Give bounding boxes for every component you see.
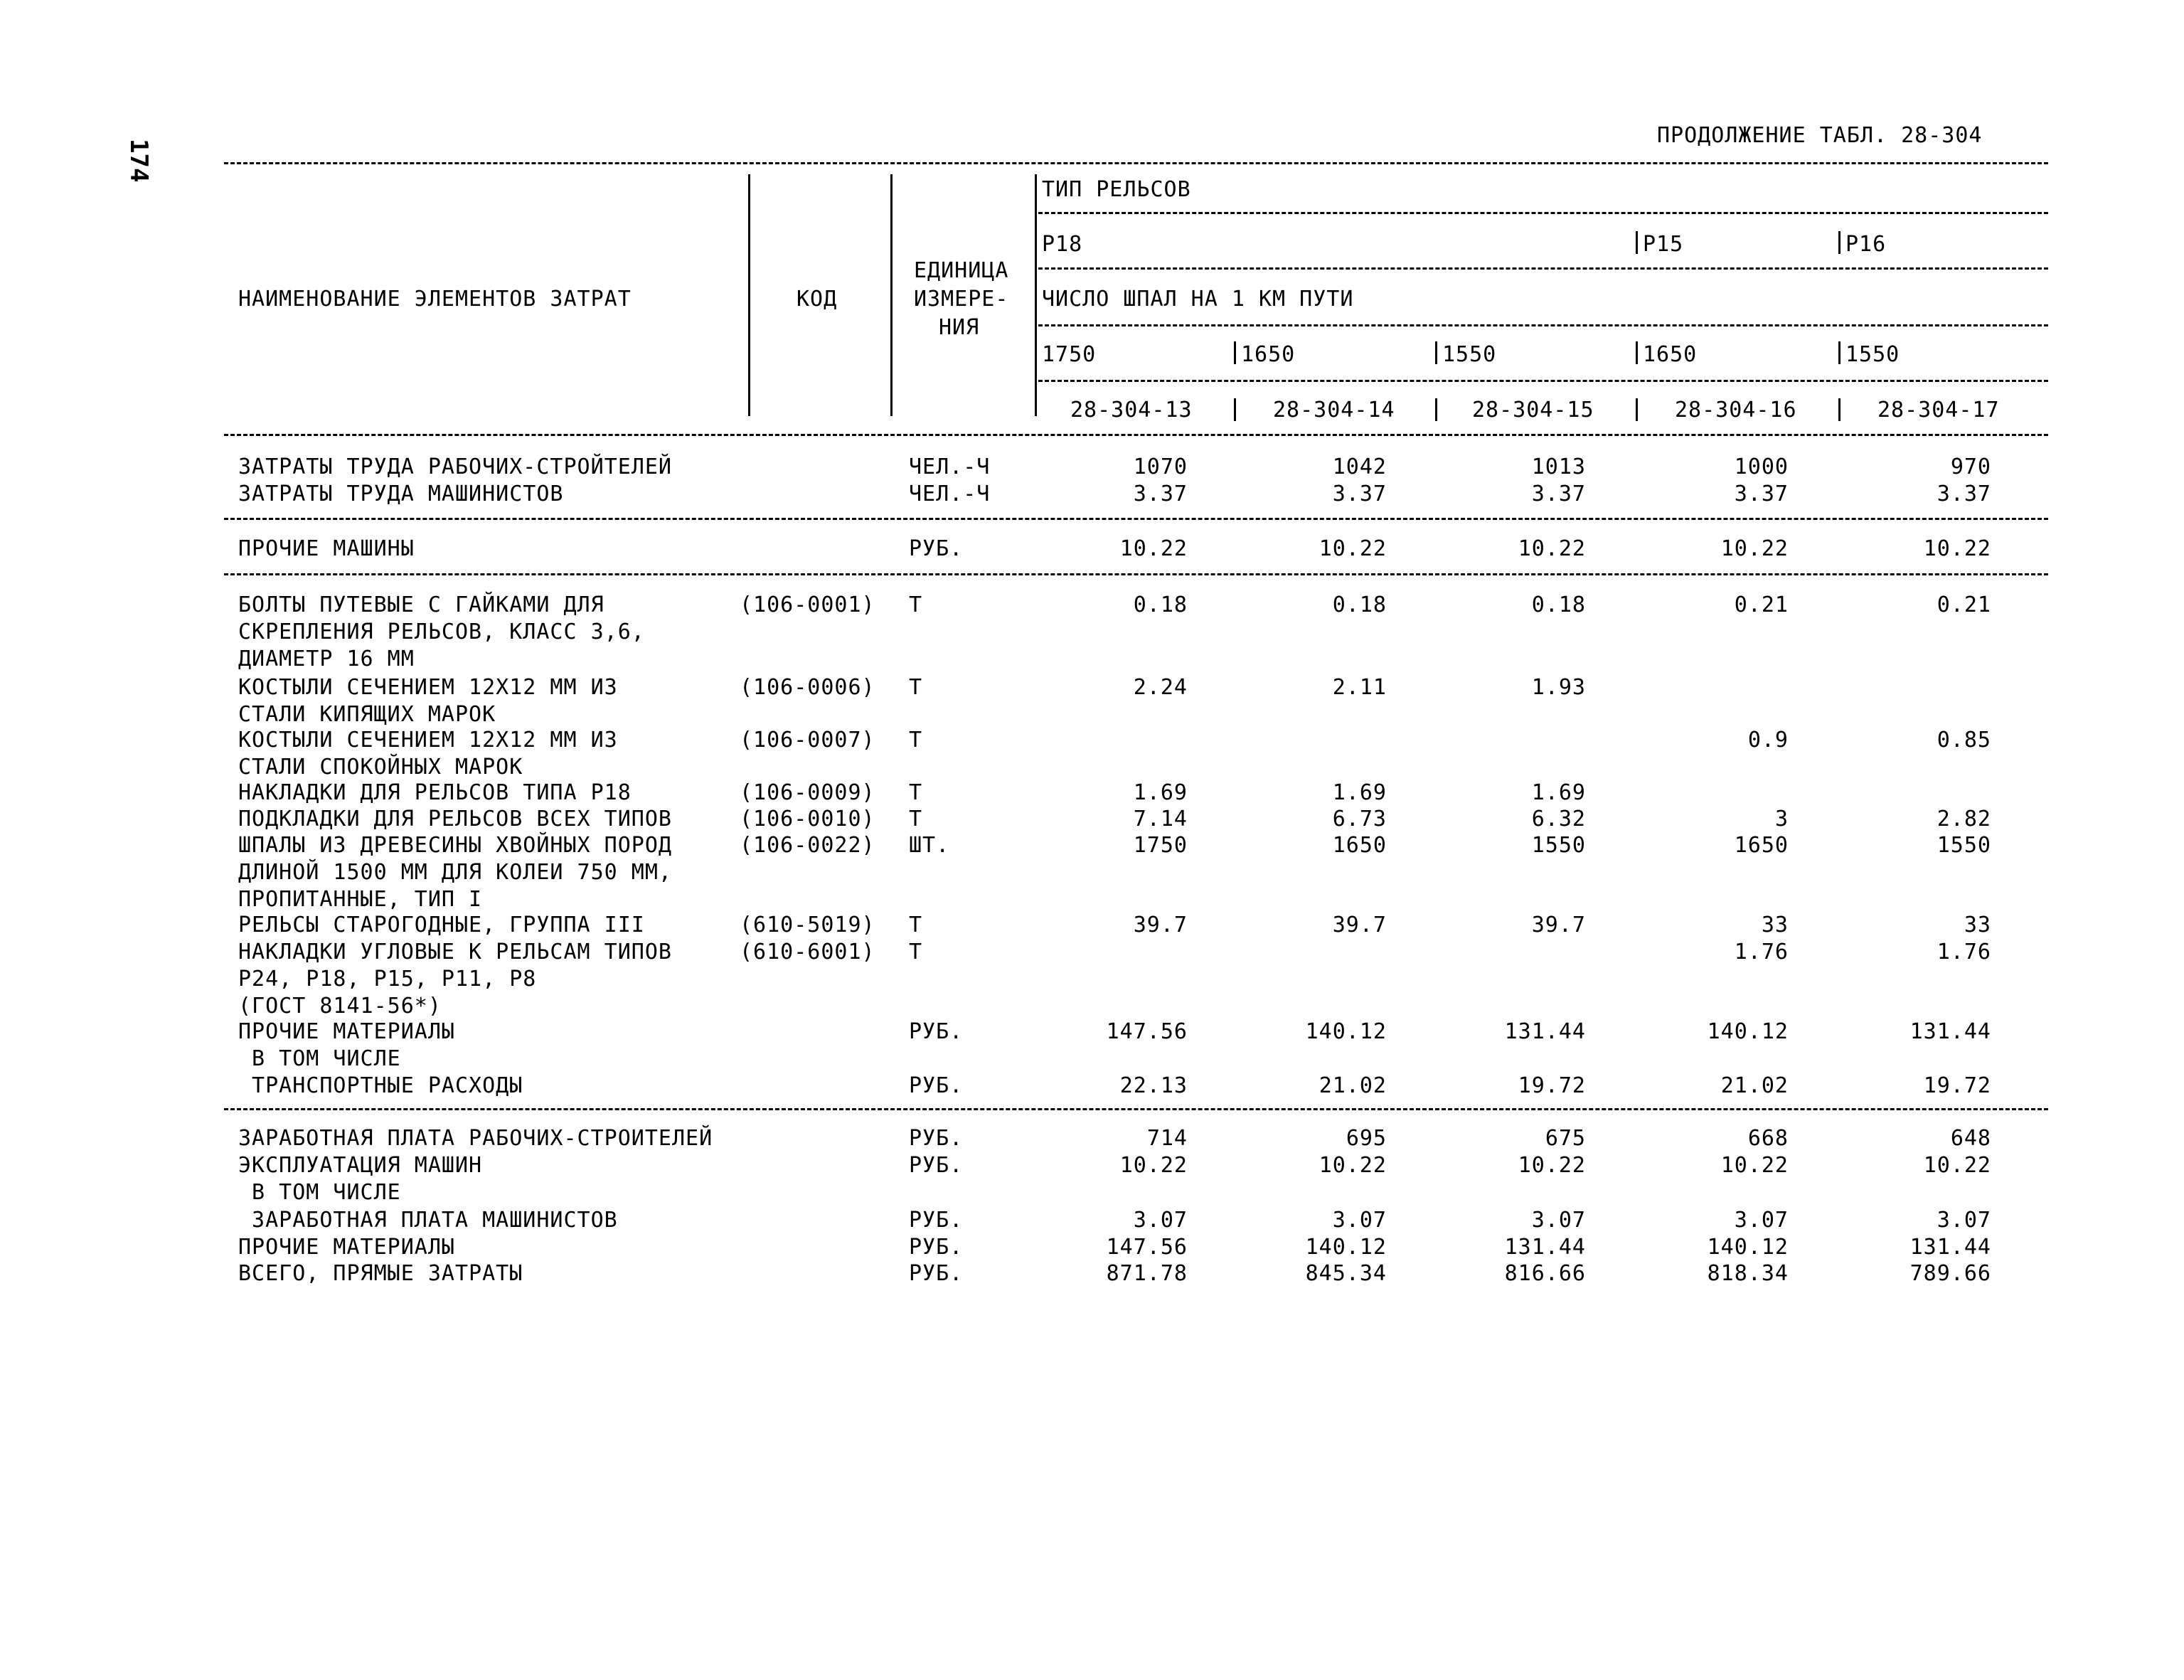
row-value: 10.22 xyxy=(1518,1153,1586,1178)
row-value: 1650 xyxy=(1734,833,1789,858)
row-code: (106-0010) xyxy=(740,807,875,831)
row-value: 0.18 xyxy=(1531,592,1586,617)
row-name-line: КОСТЫЛИ СЕЧЕНИЕМ 12Х12 ММ ИЗ xyxy=(238,675,618,700)
row-value: 714 xyxy=(1146,1126,1188,1151)
row-name-line: ТРАНСПОРТНЫЕ РАСХОДЫ xyxy=(238,1073,523,1098)
header-sleeper-divider-2 xyxy=(1435,341,1437,364)
row-name-line: ЗАТРАТЫ ТРУДА РАБОЧИХ-СТРОЙТЕЛЕЙ xyxy=(238,454,672,479)
row-unit: РУБ. xyxy=(909,1235,964,1260)
row-value: 3.37 xyxy=(1937,482,1991,506)
row-value: 6.32 xyxy=(1531,807,1586,831)
row-value: 39.7 xyxy=(1332,913,1387,937)
row-unit: ШТ. xyxy=(909,833,950,858)
row-value: 2.82 xyxy=(1937,807,1991,831)
row-name-line: СТАЛИ СПОКОЙНЫХ МАРОК xyxy=(238,755,523,780)
table-continuation-title: ПРОДОЛЖЕНИЕ ТАБЛ. 28-304 xyxy=(1657,123,1983,148)
header-divider-code xyxy=(890,174,893,416)
header-sleeper-divider-4 xyxy=(1838,341,1841,364)
header-rail-type: ТИП РЕЛЬСОВ xyxy=(1042,177,1191,202)
row-code: (106-0006) xyxy=(740,675,875,700)
row-unit: Т xyxy=(909,728,923,753)
row-value: 2.24 xyxy=(1133,675,1188,700)
row-value: 845.34 xyxy=(1305,1261,1387,1286)
row-value: 33 xyxy=(1964,913,1991,937)
row-value: 131.44 xyxy=(1909,1019,1991,1044)
header-unit-line2: ИЗМЕРЕ- xyxy=(914,287,1009,312)
row-value: 140.12 xyxy=(1707,1019,1789,1044)
row-code: (106-0007) xyxy=(740,728,875,753)
row-value: 871.78 xyxy=(1106,1261,1188,1286)
row-name-line: РЕЛЬСЫ СТАРОГОДНЫЕ, ГРУППА III xyxy=(238,913,645,937)
row-value: 0.18 xyxy=(1332,592,1387,617)
row-name-line: КОСТЫЛИ СЕЧЕНИЕМ 12Х12 ММ ИЗ xyxy=(238,728,618,753)
row-name-line: ПОДКЛАДКИ ДЛЯ РЕЛЬСОВ ВСЕХ ТИПОВ xyxy=(238,807,672,831)
row-code: (610-6001) xyxy=(740,940,875,964)
header-sleeper-divider-3 xyxy=(1636,341,1638,364)
row-value: 1013 xyxy=(1531,454,1586,479)
page-number: 174 xyxy=(124,139,153,183)
header-code-5: 28-304-17 xyxy=(1877,398,2000,422)
row-value: 0.21 xyxy=(1734,592,1789,617)
row-unit: РУБ. xyxy=(909,1261,964,1286)
header-sleeper-3: 1550 xyxy=(1442,342,1497,367)
row-value: 0.18 xyxy=(1133,592,1188,617)
row-name-line: ДЛИНОЙ 1500 ММ ДЛЯ КОЛЕИ 750 ММ, xyxy=(238,860,672,885)
row-unit: Т xyxy=(909,913,923,937)
row-unit: РУБ. xyxy=(909,1019,964,1044)
header-code-divider-4 xyxy=(1838,398,1841,421)
row-value: 1550 xyxy=(1531,833,1586,858)
row-value: 3.37 xyxy=(1734,482,1789,506)
section-rule-3 xyxy=(224,1108,2048,1110)
row-value: 3.37 xyxy=(1133,482,1188,506)
header-code-1: 28-304-13 xyxy=(1070,398,1193,422)
row-value: 10.22 xyxy=(1720,1153,1789,1178)
row-value: 131.44 xyxy=(1909,1235,1991,1260)
row-value: 140.12 xyxy=(1305,1019,1387,1044)
row-value: 10.22 xyxy=(1720,536,1789,561)
row-value: 7.14 xyxy=(1133,807,1188,831)
header-code-2: 28-304-14 xyxy=(1273,398,1395,422)
row-value: 3.37 xyxy=(1531,482,1586,506)
header-sleeper-divider-1 xyxy=(1234,341,1236,364)
header-divider-name xyxy=(748,174,750,416)
row-unit: РУБ. xyxy=(909,1153,964,1178)
top-rule xyxy=(224,162,2048,164)
row-unit: Т xyxy=(909,675,923,700)
row-value: 10.22 xyxy=(1119,536,1188,561)
header-sleepers: ЧИСЛО ШПАЛ НА 1 КМ ПУТИ xyxy=(1042,287,1354,312)
row-value: 1750 xyxy=(1133,833,1188,858)
row-value: 1.93 xyxy=(1531,675,1586,700)
header-rule-4 xyxy=(1038,380,2048,382)
row-name-line: ПРОЧИЕ МАШИНЫ xyxy=(238,536,415,561)
row-name-line: Р24, Р18, Р15, Р11, Р8 xyxy=(238,967,537,991)
header-rail-divider-2 xyxy=(1838,231,1841,254)
row-value: 1.69 xyxy=(1133,780,1188,805)
row-value: 3.37 xyxy=(1332,482,1387,506)
row-unit: Т xyxy=(909,780,923,805)
row-unit: РУБ. xyxy=(909,1208,964,1233)
row-value: 818.34 xyxy=(1707,1261,1789,1286)
section-rule-2 xyxy=(224,573,2048,575)
header-code-divider-2 xyxy=(1435,398,1437,421)
row-value: 39.7 xyxy=(1531,913,1586,937)
row-name-line: ЗАРАБОТНАЯ ПЛАТА РАБОЧИХ-СТРОИТЕЛЕЙ xyxy=(238,1126,713,1151)
row-value: 131.44 xyxy=(1504,1235,1586,1260)
header-code-column: КОД xyxy=(797,287,838,312)
row-value: 140.12 xyxy=(1707,1235,1789,1260)
row-value: 1.69 xyxy=(1531,780,1586,805)
row-value: 1550 xyxy=(1937,833,1991,858)
row-name-line: ЗАРАБОТНАЯ ПЛАТА МАШИНИСТОВ xyxy=(238,1208,618,1233)
row-value: 10.22 xyxy=(1923,1153,1991,1178)
section-rule-1 xyxy=(224,518,2048,520)
row-unit: РУБ. xyxy=(909,1073,964,1098)
row-value: 147.56 xyxy=(1106,1019,1188,1044)
row-value: 1.69 xyxy=(1332,780,1387,805)
header-rule-3 xyxy=(1038,324,2048,326)
row-value: 10.22 xyxy=(1319,536,1387,561)
row-value: 648 xyxy=(1950,1126,1991,1151)
row-value: 19.72 xyxy=(1518,1073,1586,1098)
row-value: 3.07 xyxy=(1937,1208,1991,1233)
row-name-line: НАКЛАДКИ ДЛЯ РЕЛЬСОВ ТИПА Р18 xyxy=(238,780,632,805)
row-name-line: ЭКСПЛУАТАЦИЯ МАШИН xyxy=(238,1153,483,1178)
row-value: 10.22 xyxy=(1119,1153,1188,1178)
row-value: 6.73 xyxy=(1332,807,1387,831)
row-name-line: ШПАЛЫ ИЗ ДРЕВЕСИНЫ ХВОЙНЫХ ПОРОД xyxy=(238,833,672,858)
row-value: 3.07 xyxy=(1332,1208,1387,1233)
row-name-line: В ТОМ ЧИСЛЕ xyxy=(238,1180,401,1205)
row-value: 3.07 xyxy=(1133,1208,1188,1233)
row-value: 147.56 xyxy=(1106,1235,1188,1260)
row-value: 0.85 xyxy=(1937,728,1991,753)
row-value: 789.66 xyxy=(1909,1261,1991,1286)
row-name-line: СТАЛИ КИПЯЩИХ МАРОК xyxy=(238,702,496,727)
row-code: (106-0009) xyxy=(740,780,875,805)
header-name-column: НАИМЕНОВАНИЕ ЭЛЕМЕНТОВ ЗАТРАТ xyxy=(238,287,632,312)
row-value: 10.22 xyxy=(1319,1153,1387,1178)
row-value: 1042 xyxy=(1332,454,1387,479)
header-rail-p16: Р16 xyxy=(1845,232,1887,257)
header-rule-2 xyxy=(1038,267,2048,270)
row-value: 10.22 xyxy=(1518,536,1586,561)
row-unit: Т xyxy=(909,940,923,964)
header-bottom-rule xyxy=(224,434,2048,436)
row-value: 33 xyxy=(1761,913,1789,937)
row-value: 3 xyxy=(1774,807,1789,831)
row-value: 131.44 xyxy=(1504,1019,1586,1044)
row-value: 1000 xyxy=(1734,454,1789,479)
row-name-line: ЗАТРАТЫ ТРУДА МАШИНИСТОВ xyxy=(238,482,564,506)
row-unit: РУБ. xyxy=(909,1126,964,1151)
header-rail-p18: Р18 xyxy=(1042,232,1083,257)
row-unit: ЧЕЛ.-Ч xyxy=(909,454,991,479)
header-code-divider-3 xyxy=(1636,398,1638,421)
header-sleeper-1: 1750 xyxy=(1042,342,1097,367)
header-unit-line1: ЕДИНИЦА xyxy=(914,258,1009,283)
row-code: (610-5019) xyxy=(740,913,875,937)
row-value: 1650 xyxy=(1332,833,1387,858)
row-value: 39.7 xyxy=(1133,913,1188,937)
row-value: 695 xyxy=(1346,1126,1387,1151)
header-rule-1 xyxy=(1038,212,2048,214)
row-value: 2.11 xyxy=(1332,675,1387,700)
header-sleeper-2: 1650 xyxy=(1241,342,1296,367)
row-value: 21.02 xyxy=(1319,1073,1387,1098)
header-code-divider-1 xyxy=(1234,398,1236,421)
row-value: 19.72 xyxy=(1923,1073,1991,1098)
row-value: 3.07 xyxy=(1734,1208,1789,1233)
header-unit-line3: НИЯ xyxy=(939,315,980,340)
row-name-line: В ТОМ ЧИСЛЕ xyxy=(238,1046,401,1071)
header-divider-unit xyxy=(1035,174,1037,416)
row-name-line: ПРОПИТАННЫЕ, ТИП I xyxy=(238,887,483,912)
row-unit: ЧЕЛ.-Ч xyxy=(909,482,991,506)
row-value: 140.12 xyxy=(1305,1235,1387,1260)
row-value: 0.21 xyxy=(1937,592,1991,617)
row-name-line: ПРОЧИЕ МАТЕРИАЛЫ xyxy=(238,1235,455,1260)
row-value: 0.9 xyxy=(1747,728,1789,753)
row-name-line: СКРЕПЛЕНИЯ РЕЛЬСОВ, КЛАСС 3,6, xyxy=(238,620,645,644)
row-name-line: ДИАМЕТР 16 ММ xyxy=(238,647,415,671)
row-value: 675 xyxy=(1545,1126,1586,1151)
row-value: 816.66 xyxy=(1504,1261,1586,1286)
row-value: 1070 xyxy=(1133,454,1188,479)
row-value: 1.76 xyxy=(1734,940,1789,964)
row-value: 21.02 xyxy=(1720,1073,1789,1098)
header-sleeper-4: 1650 xyxy=(1643,342,1698,367)
header-sleeper-5: 1550 xyxy=(1845,342,1900,367)
row-value: 668 xyxy=(1747,1126,1789,1151)
row-value: 22.13 xyxy=(1119,1073,1188,1098)
row-value: 970 xyxy=(1950,454,1991,479)
header-code-3: 28-304-15 xyxy=(1472,398,1594,422)
row-value: 1.76 xyxy=(1937,940,1991,964)
row-value: 3.07 xyxy=(1531,1208,1586,1233)
row-unit: Т xyxy=(909,807,923,831)
row-code: (106-0022) xyxy=(740,833,875,858)
row-name-line: НАКЛАДКИ УГЛОВЫЕ К РЕЛЬСАМ ТИПОВ xyxy=(238,940,672,964)
row-name-line: ВСЕГО, ПРЯМЫЕ ЗАТРАТЫ xyxy=(238,1261,523,1286)
header-rail-p15: Р15 xyxy=(1643,232,1684,257)
row-name-line: (ГОСТ 8141-56*) xyxy=(238,994,442,1019)
header-rail-divider-1 xyxy=(1636,231,1638,254)
row-code: (106-0001) xyxy=(740,592,875,617)
row-unit: РУБ. xyxy=(909,536,964,561)
row-name-line: ПРОЧИЕ МАТЕРИАЛЫ xyxy=(238,1019,455,1044)
row-value: 10.22 xyxy=(1923,536,1991,561)
row-name-line: БОЛТЫ ПУТЕВЫЕ С ГАЙКАМИ ДЛЯ xyxy=(238,592,604,617)
header-code-4: 28-304-16 xyxy=(1675,398,1797,422)
row-unit: Т xyxy=(909,592,923,617)
